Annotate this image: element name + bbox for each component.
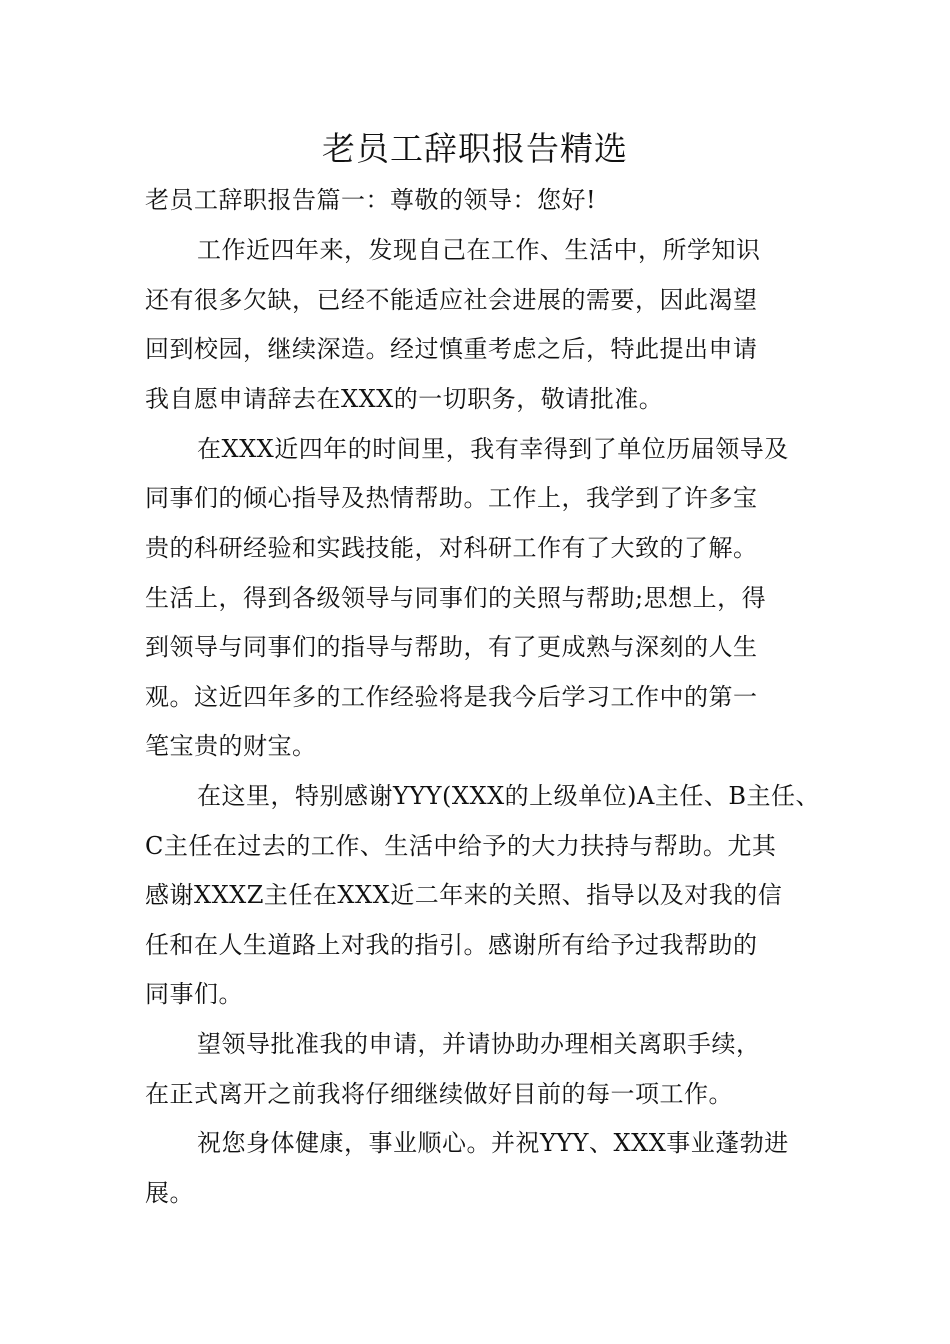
body-line: 同事们。 (145, 980, 243, 1008)
body-line: 笔宝贵的财宝。 (145, 732, 317, 760)
body-line: 感谢XXXZ主任在XXX近二年来的关照、指导以及对我的信 (145, 881, 783, 909)
body-line: 到领导与同事们的指导与帮助，有了更成熟与深刻的人生 (145, 633, 758, 661)
body-line: 在正式离开之前我将仔细继续做好目前的每一项工作。 (145, 1080, 733, 1108)
body-line: 观。这近四年多的工作经验将是我今后学习工作中的第一 (145, 683, 758, 711)
body-line: 在XXX近四年的时间里，我有幸得到了单位历届领导及 (197, 435, 789, 463)
body-line: 展。 (145, 1179, 194, 1207)
document-title: 老员工辞职报告精选 (322, 129, 628, 168)
body-line: 在这里，特别感谢YYY(XXX的上级单位)A主任、B主任、 (197, 782, 820, 810)
body-line: 我自愿申请辞去在XXX的一切职务，敬请批准。 (145, 385, 664, 413)
body-line: 祝您身体健康，事业顺心。并祝YYY、XXX事业蓬勃进 (197, 1129, 789, 1157)
body-line: 生活上，得到各级领导与同事们的关照与帮助;思想上，得 (145, 584, 767, 612)
body-line: 同事们的倾心指导及热情帮助。工作上，我学到了许多宝 (145, 484, 758, 512)
body-line: 还有很多欠缺，已经不能适应社会进展的需要，因此渴望 (145, 286, 758, 314)
body-line: 工作近四年来，发现自己在工作、生活中，所学知识 (197, 236, 761, 264)
body-line: 回到校园，继续深造。经过慎重考虑之后，特此提出申请 (145, 335, 758, 363)
body-line: 任和在人生道路上对我的指引。感谢所有给予过我帮助的 (145, 931, 758, 959)
body-line: 贵的科研经验和实践技能，对科研工作有了大致的了解。 (145, 534, 758, 562)
body-line: C主任在过去的工作、生活中给予的大力扶持与帮助。尤其 (145, 832, 777, 860)
salutation-line: 老员工辞职报告篇一：尊敬的领导：您好! (145, 186, 597, 214)
body-line: 望领导批准我的申请，并请协助办理相关离职手续， (197, 1030, 761, 1058)
